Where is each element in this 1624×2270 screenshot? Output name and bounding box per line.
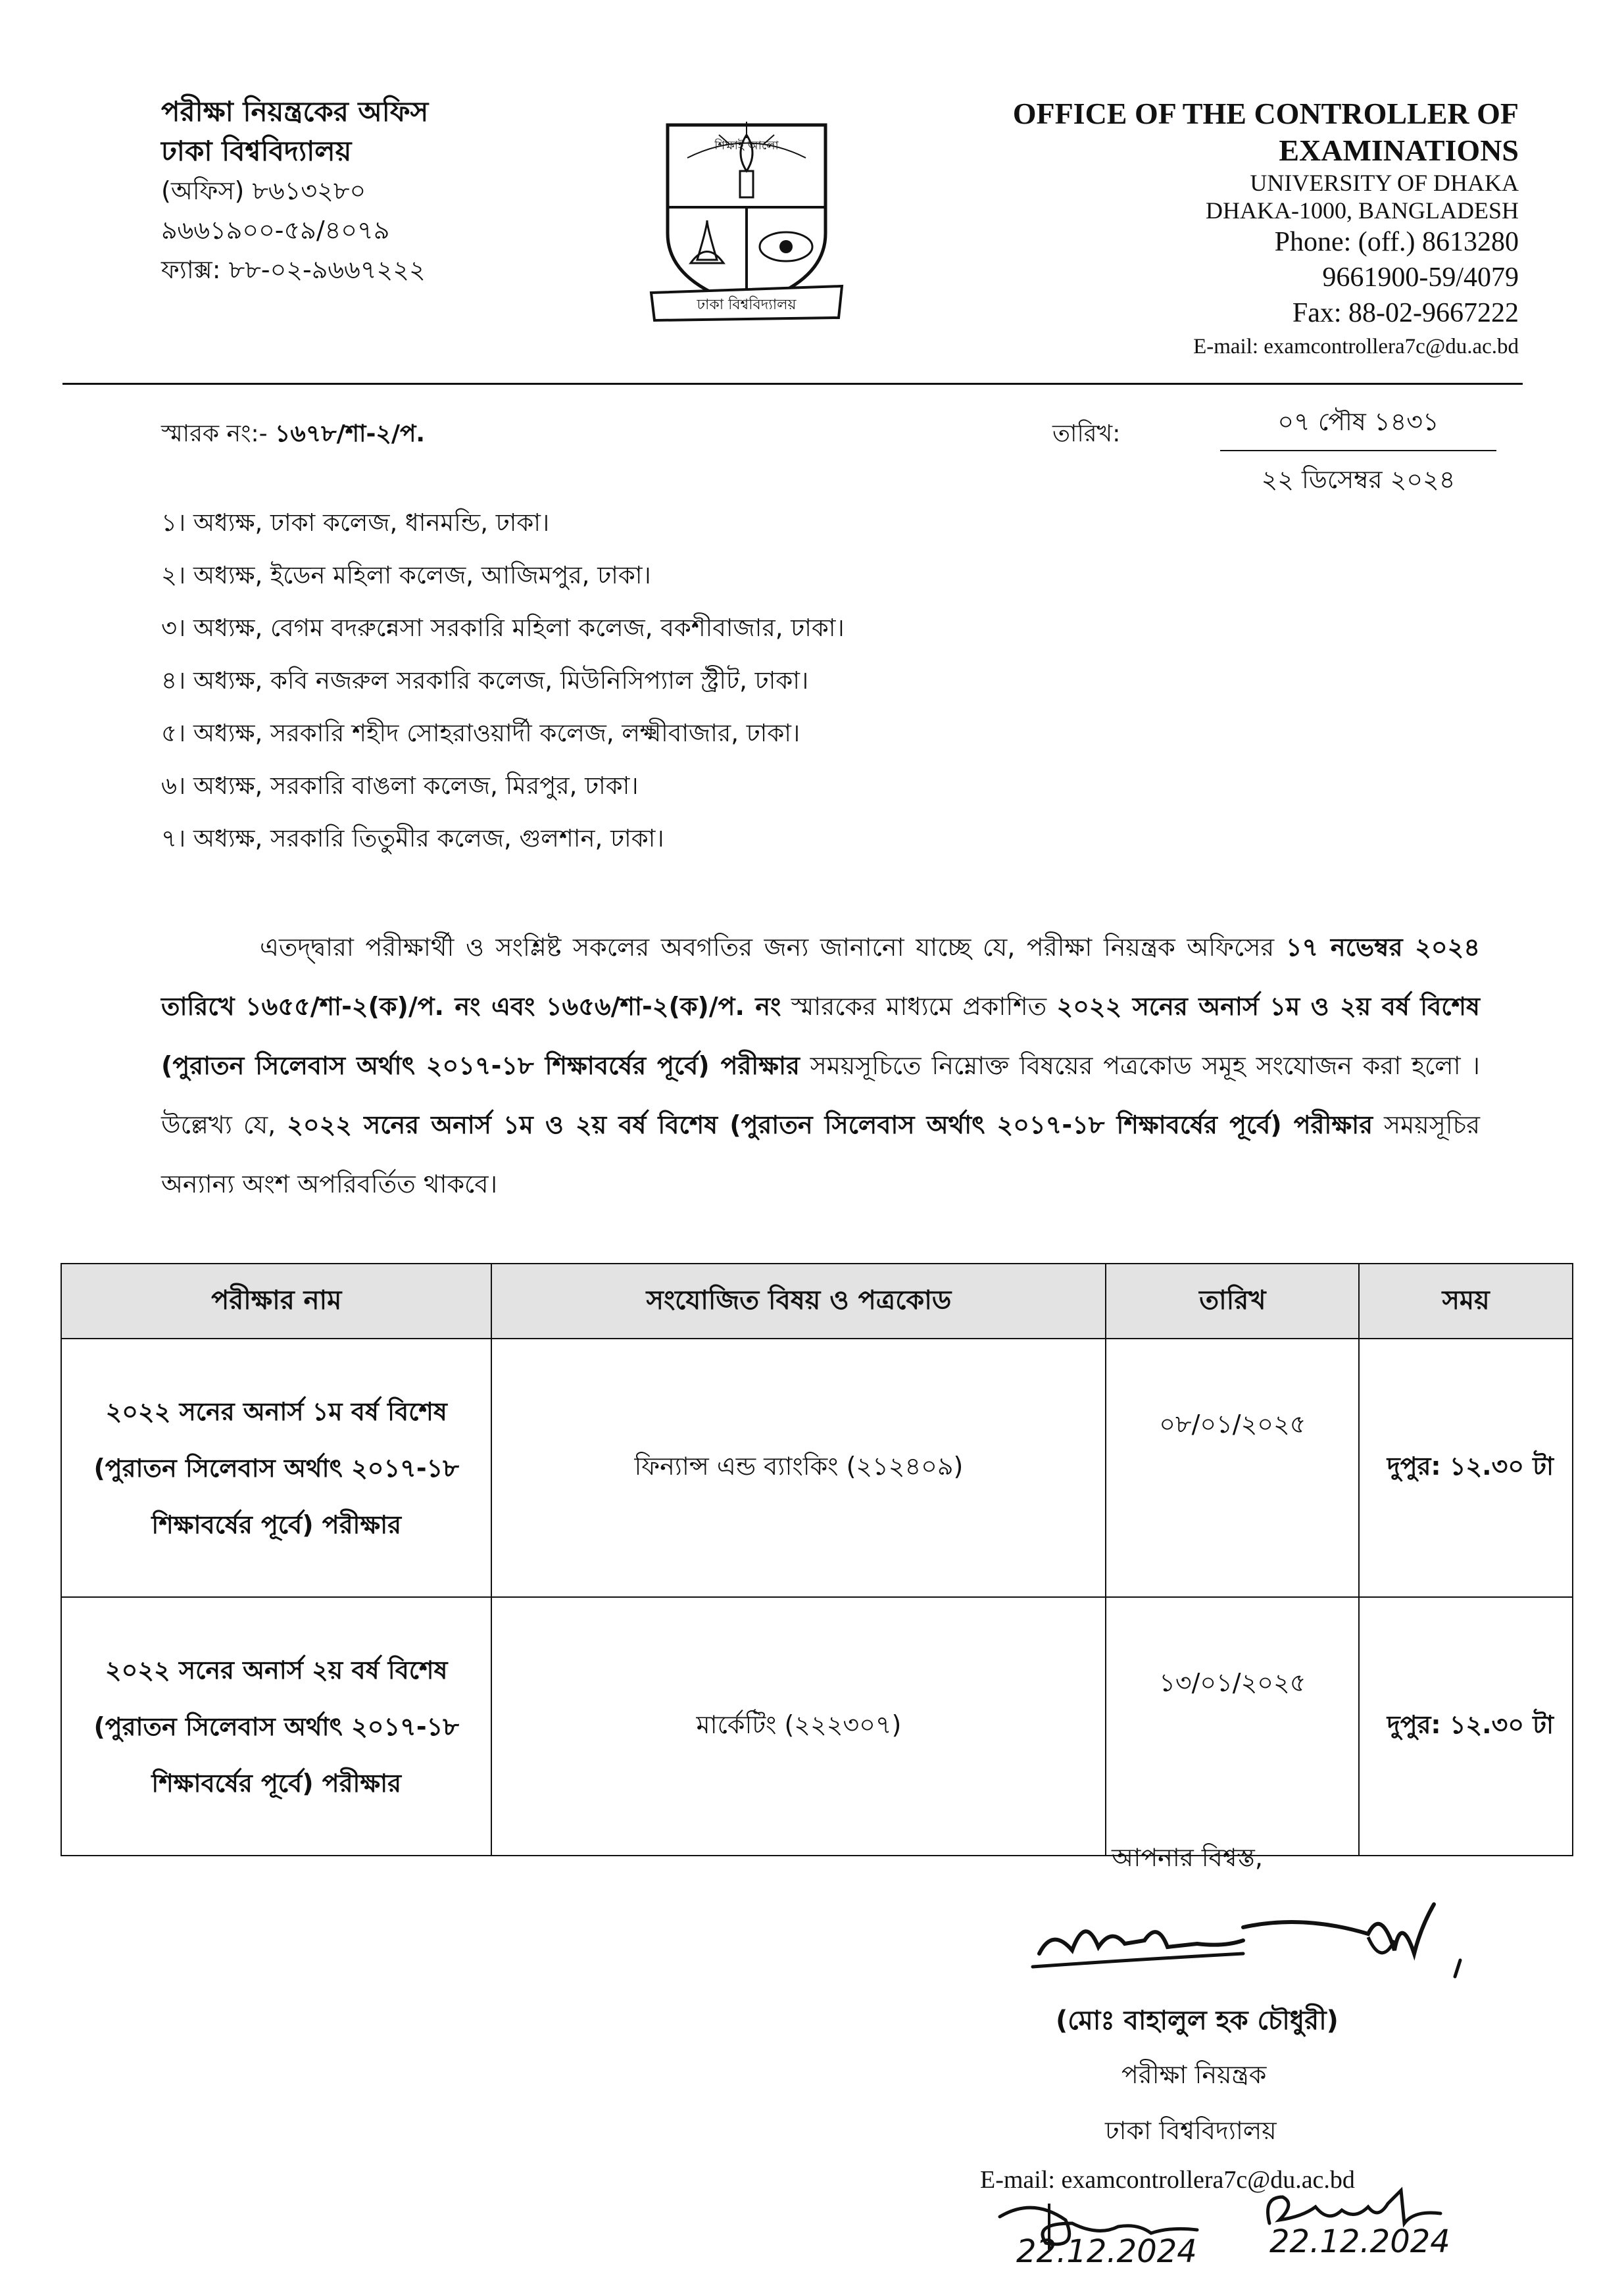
cell-time: দুপুর: ১২.৩০ টা bbox=[1359, 1597, 1573, 1856]
schedule-table bbox=[61, 1263, 1573, 1856]
closing-salutation: আপনার বিশ্বস্ত, bbox=[1112, 1843, 1263, 1872]
recipient-item: ২। অধ্যক্ষ, ইডেন মহিলা কলেজ, আজিমপুর, ঢাকা। bbox=[161, 561, 651, 589]
fax-en: Fax: 88-02-9667222 bbox=[1292, 298, 1519, 328]
memo-number bbox=[161, 416, 425, 455]
body-part-bold: ২০২২ সনের অনার্স ১ম ও ২য় বর্ষ বিশেষ (পুরাতন সিলেবাস অর্থাৎ ২০১৭-১৮ শিক্ষাবর্ষের পূর্বে) পরীক্ষার bbox=[287, 1110, 1373, 1139]
address-en: DHAKA-1000, BANGLADESH bbox=[1206, 197, 1519, 224]
cell-exam-name: ২০২২ সনের অনার্স ২য় বর্ষ বিশেষ (পুরাতন সিলেবাস অর্থাৎ ২০১৭-১৮ শিক্ষাবর্ষের পূর্বে) পরীক্ষার bbox=[61, 1597, 491, 1856]
university-crest-logo bbox=[648, 109, 845, 326]
phone-office-bn: (অফিস) ৮৬১৩২৮০ bbox=[161, 176, 366, 205]
phone-en: Phone: (off.) 8613280 bbox=[1274, 227, 1519, 257]
recipient-item: ৬। অধ্যক্ষ, সরকারি বাঙলা কলেজ, মিরপুর, ঢাকা। bbox=[161, 772, 639, 800]
crest-banner-text: ঢাকা বিশ্ববিদ্যালয় bbox=[697, 297, 797, 313]
cell-exam-name: ২০২২ সনের অনার্স ১ম বর্ষ বিশেষ (পুরাতন সিলেবাস অর্থাৎ ২০১৭-১৮ শিক্ষাবর্ষের পূর্বে) পরীক্ষার bbox=[61, 1339, 491, 1597]
recipient-item: ৪। অধ্যক্ষ, কবি নজরুল সরকারি কলেজ, মিউনিসিপ্যাল স্ট্রীট, ঢাকা। bbox=[161, 666, 809, 695]
header-exam-name: পরীক্ষার নাম bbox=[61, 1264, 491, 1339]
office-name-bn: পরীক্ষা নিয়ন্ত্রকের অফিস bbox=[161, 95, 429, 128]
cell-date: ১৩/০১/২০২৫ bbox=[1106, 1597, 1359, 1856]
date-label: তারিখ: bbox=[1052, 420, 1121, 447]
cell-subject: মার্কেটিং (২২২৩০৭) bbox=[491, 1597, 1106, 1856]
email-en: E-mail: examcontrollera7c@du.ac.bd bbox=[1193, 335, 1519, 358]
recipient-item: ৫। অধ্যক্ষ, সরকারি শহীদ সোহরাওয়ার্দী কলেজ, লক্ষ্মীবাজার, ঢাকা। bbox=[161, 719, 800, 747]
signer-organization: ঢাকা বিশ্ববিদ্যালয় bbox=[1105, 2116, 1277, 2145]
body-part: সময়সূচির অন্যান্য অংশ অপরিবর্তিত থাকবে। bbox=[161, 1110, 1480, 1198]
office-title-line1: OFFICE OF THE CONTROLLER OF bbox=[1012, 97, 1519, 130]
table-row bbox=[61, 1597, 1573, 1856]
notice-paragraph bbox=[161, 918, 1480, 1214]
signer-name: (মোঃ বাহালুল হক চৌধুরী) bbox=[1056, 2006, 1339, 2036]
recipient-item: ৩। অধ্যক্ষ, বেগম বদরুন্নেসা সরকারি মহিলা কলেজ, বকশীবাজার, ঢাকা। bbox=[161, 614, 845, 642]
header-date: তারিখ bbox=[1106, 1264, 1359, 1339]
signature-image bbox=[1026, 1888, 1487, 1993]
initial-date-right: 22.12.2024 bbox=[1269, 2223, 1450, 2260]
crest-arc-text: শিক্ষাই আলো bbox=[714, 139, 779, 153]
header-subject-code: সংযোজিত বিষয় ও পত্রকোড bbox=[491, 1264, 1106, 1339]
body-part-bold: ২০২২ সনের অনার্স ১ম ও ২য় বর্ষ বিশেষ (পুরাতন সিলেবাস অর্থাৎ ২০১৭-১৮ শিক্ষাবর্ষের পূর্বে) পরীক্ষার bbox=[161, 992, 1480, 1080]
signer-title: পরীক্ষা নিয়ন্ত্রক bbox=[1121, 2060, 1267, 2089]
signer-email: E-mail: examcontrollera7c@du.ac.bd bbox=[980, 2166, 1355, 2194]
memo-label: স্মারক নং:- bbox=[161, 420, 276, 447]
university-name-bn: ঢাকা বিশ্ববিদ্যালয় bbox=[161, 135, 352, 167]
memo-date bbox=[1220, 403, 1496, 503]
fax-bn: ফ্যাক্স: ৮৮-০২-৯৬৬৭২২২ bbox=[161, 255, 426, 284]
cell-date: ০৮/০১/২০২৫ bbox=[1106, 1339, 1359, 1597]
memo-number-value: ১৬৭৮/শা-২/প. bbox=[275, 420, 426, 447]
date-bangla: ০৭ পৌষ ১৪৩১ bbox=[1220, 403, 1496, 451]
initial-date-left: 22.12.2024 bbox=[1016, 2233, 1197, 2270]
recipient-item: ৭। অধ্যক্ষ, সরকারি তিতুমীর কলেজ, গুলশান, ঢাকা। bbox=[161, 824, 664, 852]
table-row bbox=[61, 1339, 1573, 1597]
body-part: সময়সূচিতে নিম্নোক্ত বিষয়ের পত্রকোড সমূহ সংযোজন করা হলো । উল্লেখ্য যে, bbox=[161, 1051, 1480, 1139]
cell-subject: ফিন্যান্স এন্ড ব্যাংকিং (২১২৪০৯) bbox=[491, 1339, 1106, 1597]
body-part: স্মারকের মাধ্যমে প্রকাশিত bbox=[781, 992, 1057, 1021]
recipient-list bbox=[161, 497, 845, 865]
header-divider bbox=[62, 383, 1523, 385]
table-header-row bbox=[61, 1264, 1573, 1339]
phone2-en: 9661900-59/4079 bbox=[1322, 262, 1519, 293]
phone-other-bn: ৯৬৬১৯০০-৫৯/৪০৭৯ bbox=[161, 216, 390, 245]
body-part-bold: ১৭ নভেম্বর ২০২৪ তারিখে ১৬৫৫/শা-২(ক)/প. নং এবং ১৬৫৬/শা-২(ক)/প. নং bbox=[161, 933, 1480, 1021]
header-right bbox=[1013, 95, 1519, 362]
header-time: সময় bbox=[1359, 1264, 1573, 1339]
body-part: এতদ্দ্বারা পরীক্ষার্থী ও সংশ্লিষ্ট সকলের অবগতির জন্য জানানো যাচ্ছে যে, পরীক্ষা নিয়ন্ত্রক অফিসের bbox=[260, 933, 1286, 962]
university-name-en: UNIVERSITY OF DHAKA bbox=[1250, 170, 1519, 196]
date-gregorian: ২২ ডিসেম্বর ২০২৪ bbox=[1261, 465, 1456, 494]
cell-time: দুপুর: ১২.৩০ টা bbox=[1359, 1339, 1573, 1597]
header-left bbox=[161, 92, 428, 289]
recipient-item: ১। অধ্যক্ষ, ঢাকা কলেজ, ধানমন্ডি, ঢাকা। bbox=[161, 508, 550, 537]
office-title-line2: EXAMINATIONS bbox=[1279, 134, 1519, 167]
